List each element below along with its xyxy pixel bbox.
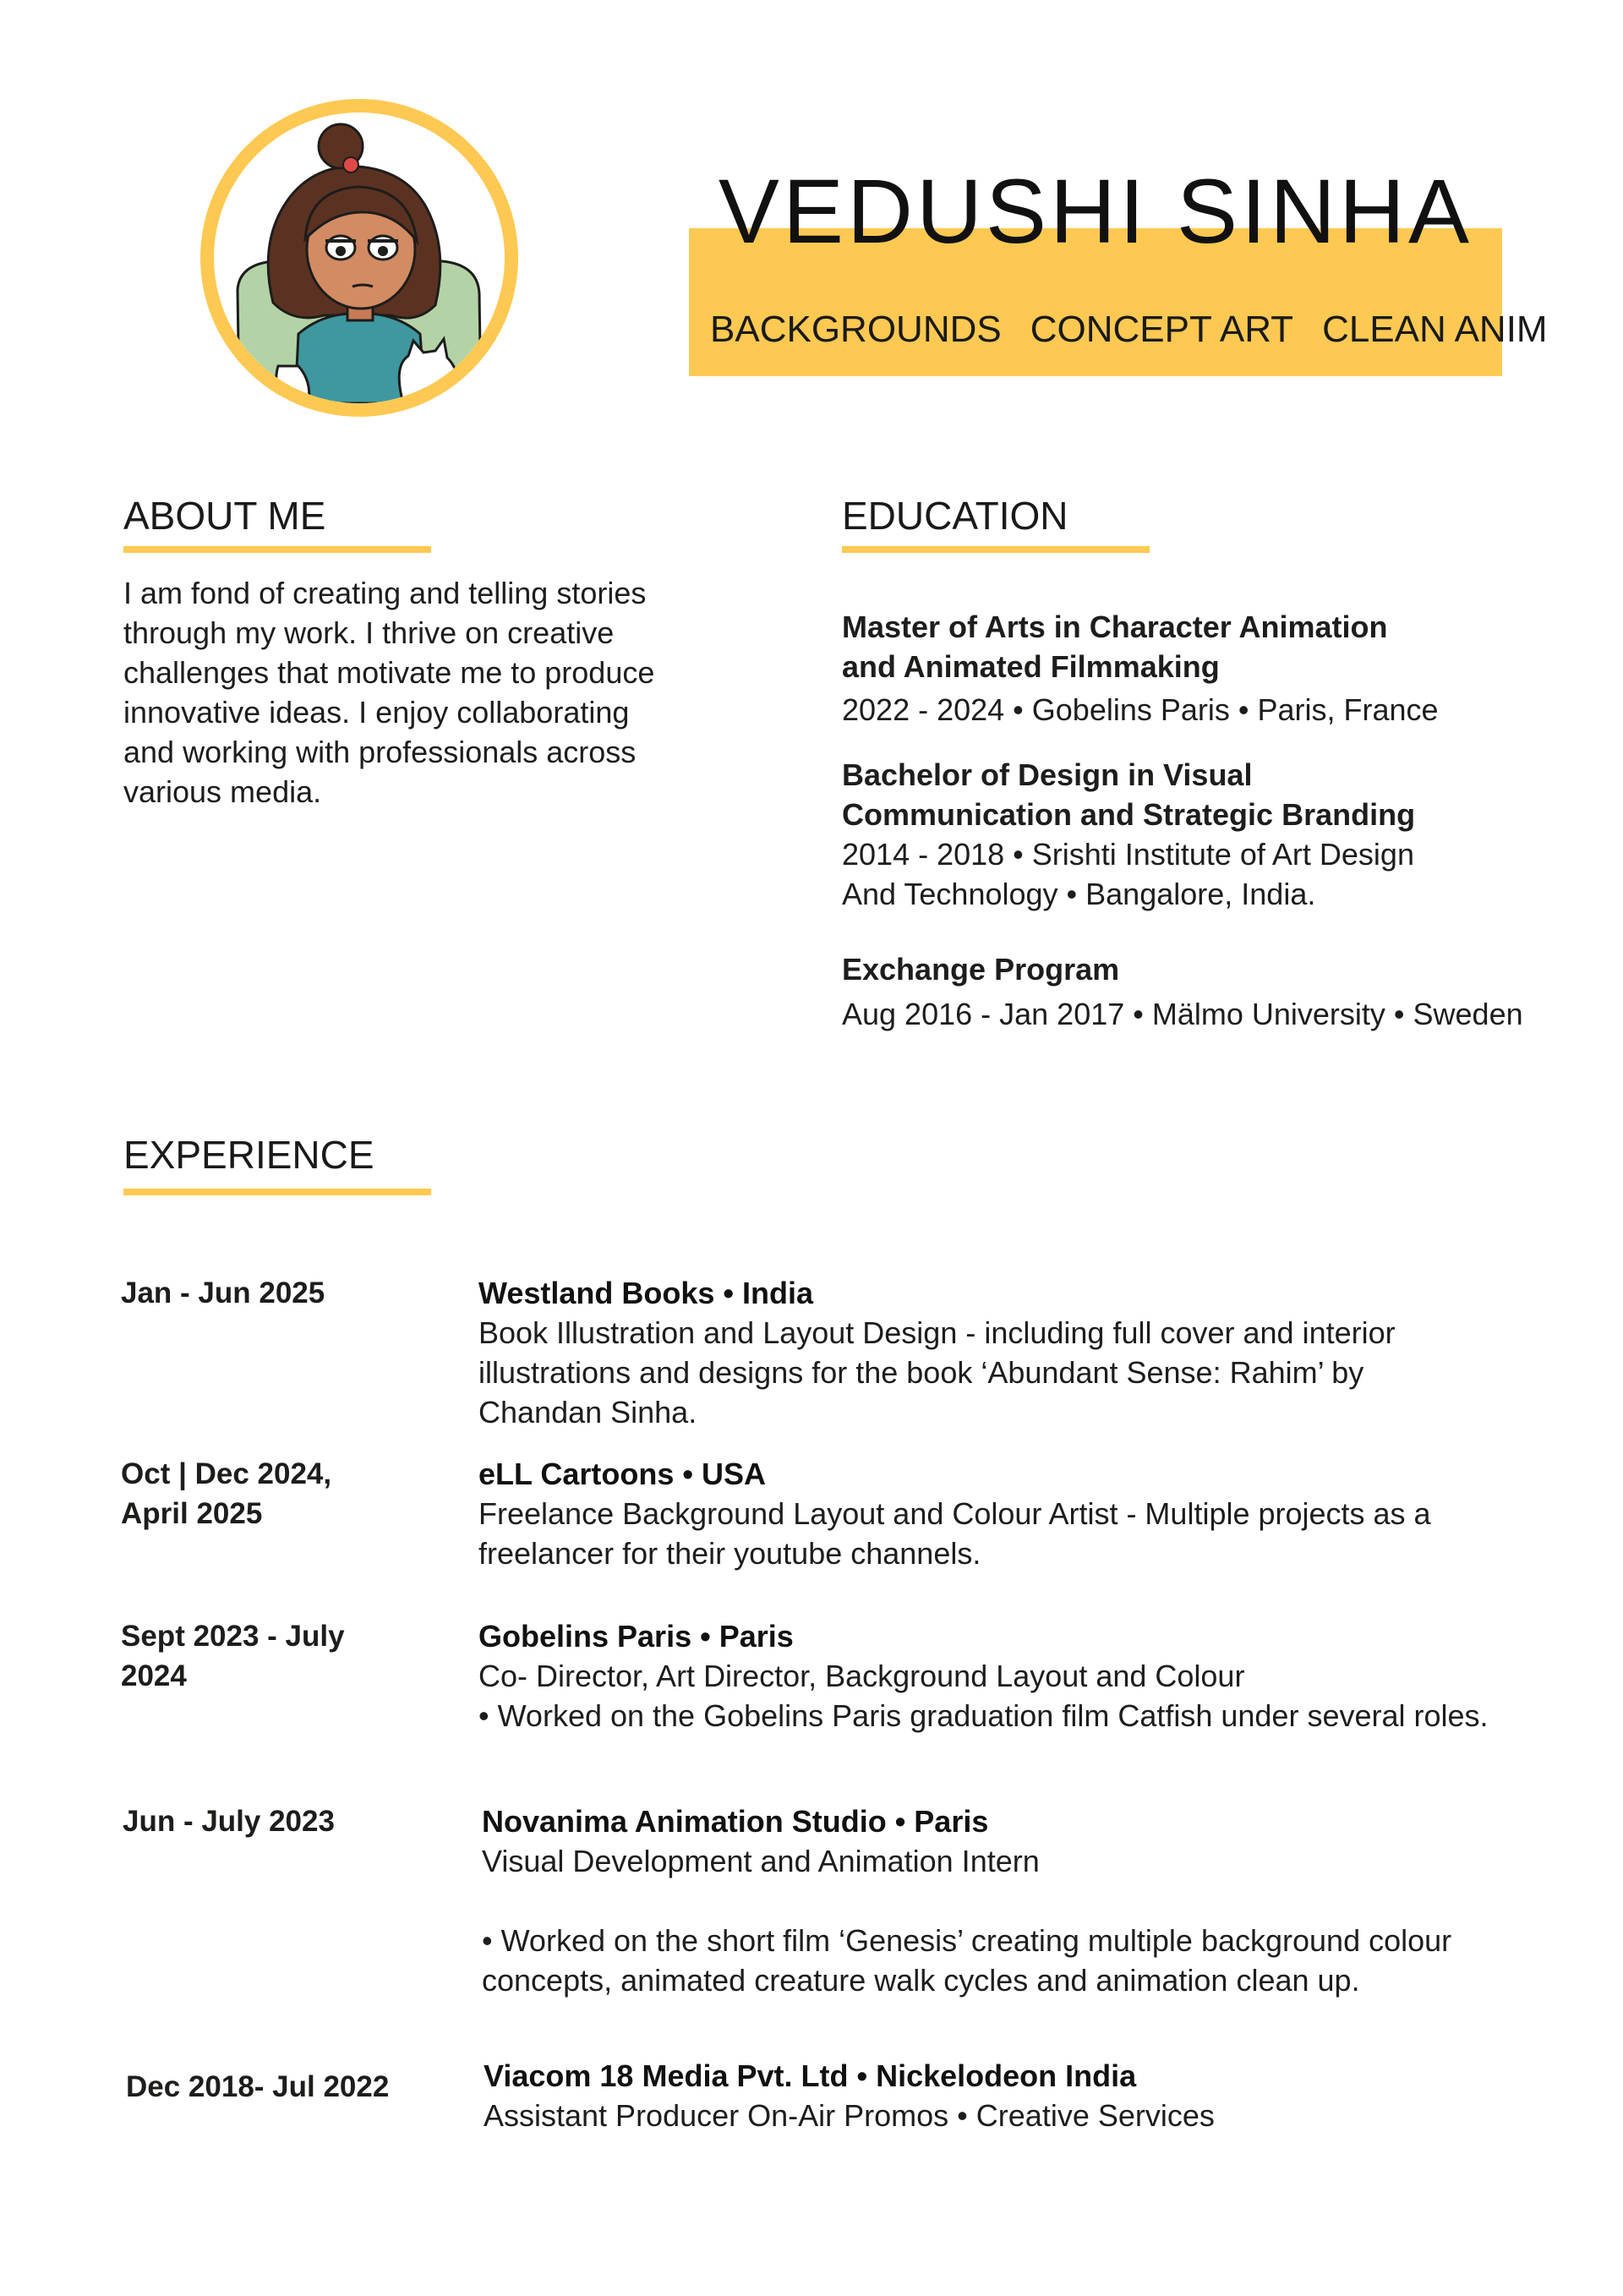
date-line: Oct | Dec 2024,: [121, 1457, 332, 1490]
about-text: [123, 573, 715, 812]
date-line: 2024: [121, 1659, 187, 1692]
about-line: I am fond of creating and telling stories: [123, 576, 647, 610]
degree-detail: 2014 - 2018 • Srishti Institute of Art Design: [842, 837, 1414, 872]
employer-name: Westland Books • India: [478, 1276, 813, 1310]
about-line: innovative ideas. I enjoy collaborating: [123, 695, 630, 730]
education-underline: [842, 546, 1150, 553]
role-line: Assistant Producer On-Air Promos • Creative Services: [484, 2098, 1215, 2133]
experience-entry: [484, 2056, 1549, 2135]
person-name: VEDUSHI SINHA: [718, 160, 1473, 262]
experience-date: [123, 1801, 410, 1841]
experience-date: [121, 1454, 408, 1533]
about-line: through my work. I thrive on creative: [123, 615, 615, 650]
role-line: Chandan Sinha.: [478, 1395, 697, 1430]
education-entry: [842, 755, 1623, 914]
role-line: freelancer for their youtube channels.: [478, 1536, 981, 1571]
role-bullet-line: • Worked on the short film ‘Genesis’ creating multiple background colour: [482, 1923, 1452, 1958]
experience-underline: [123, 1189, 431, 1195]
avatar: [214, 112, 505, 403]
education-heading: EDUCATION: [842, 494, 1068, 538]
specialty-tags: [710, 309, 1548, 350]
degree-title: and Animated Filmmaking: [842, 649, 1220, 684]
date-line: Jun - July 2023: [123, 1805, 335, 1838]
role-line: illustrations and designs for the book ‘Abundant Sense: Rahim’ by: [478, 1355, 1364, 1390]
degree-title: Master of Arts in Character Animation: [842, 610, 1388, 644]
role-line: Co- Director, Art Director, Background Layout and Colour: [478, 1659, 1245, 1693]
employer-name: Viacom 18 Media Pvt. Ltd • Nickelodeon India: [484, 2058, 1137, 2093]
date-line: April 2025: [121, 1497, 263, 1530]
experience-date: [121, 1273, 408, 1313]
about-line: various media.: [123, 774, 322, 809]
experience-heading: EXPERIENCE: [123, 1133, 374, 1177]
degree-detail: Aug 2016 - Jan 2017 • Mälmo University • Sweden: [842, 997, 1523, 1031]
specialty-tag: CONCEPT ART: [1030, 309, 1294, 350]
specialty-tag: CLEAN ANIM: [1322, 309, 1548, 350]
experience-entry: [478, 1273, 1544, 1432]
date-line: Sept 2023 - July: [121, 1620, 345, 1653]
role-bullet-line: concepts, animated creature walk cycles and animation clean up.: [482, 1963, 1360, 1998]
experience-entry: [478, 1454, 1544, 1573]
education-entry: [842, 949, 1623, 1034]
employer-name: Gobelins Paris • Paris: [478, 1619, 794, 1654]
experience-entry: [478, 1616, 1544, 1736]
employer-name: eLL Cartoons • USA: [478, 1457, 766, 1491]
about-line: challenges that motivate me to produce: [123, 655, 655, 690]
degree-title: Bachelor of Design in Visual: [842, 757, 1253, 792]
role-line: Freelance Background Layout and Colour Artist - Multiple projects as a: [478, 1496, 1431, 1531]
role-line: • Worked on the Gobelins Paris graduation film Catfish under several roles.: [478, 1698, 1489, 1733]
about-line: and working with professionals across: [123, 735, 637, 769]
degree-title: Exchange Program: [842, 952, 1120, 987]
about-heading: ABOUT ME: [123, 494, 326, 538]
degree-detail: 2022 - 2024 • Gobelins Paris • Paris, France: [842, 692, 1439, 727]
education-entry: [842, 607, 1623, 730]
experience-entry: [482, 1801, 1547, 2000]
about-underline: [123, 546, 431, 553]
experience-date: [126, 2067, 413, 2107]
avatar-illustration: [214, 112, 505, 403]
specialty-tag: BACKGROUNDS: [710, 309, 1002, 350]
experience-date: [121, 1616, 408, 1696]
date-line: Jan - Jun 2025: [121, 1276, 325, 1309]
degree-detail: And Technology • Bangalore, India.: [842, 877, 1316, 911]
role-line: Book Illustration and Layout Design - including full cover and interior: [478, 1315, 1396, 1350]
degree-title: Communication and Strategic Branding: [842, 797, 1416, 832]
employer-name: Novanima Animation Studio • Paris: [482, 1804, 989, 1839]
date-line: Dec 2018- Jul 2022: [126, 2070, 390, 2103]
role-line: Visual Development and Animation Intern: [482, 1844, 1040, 1878]
